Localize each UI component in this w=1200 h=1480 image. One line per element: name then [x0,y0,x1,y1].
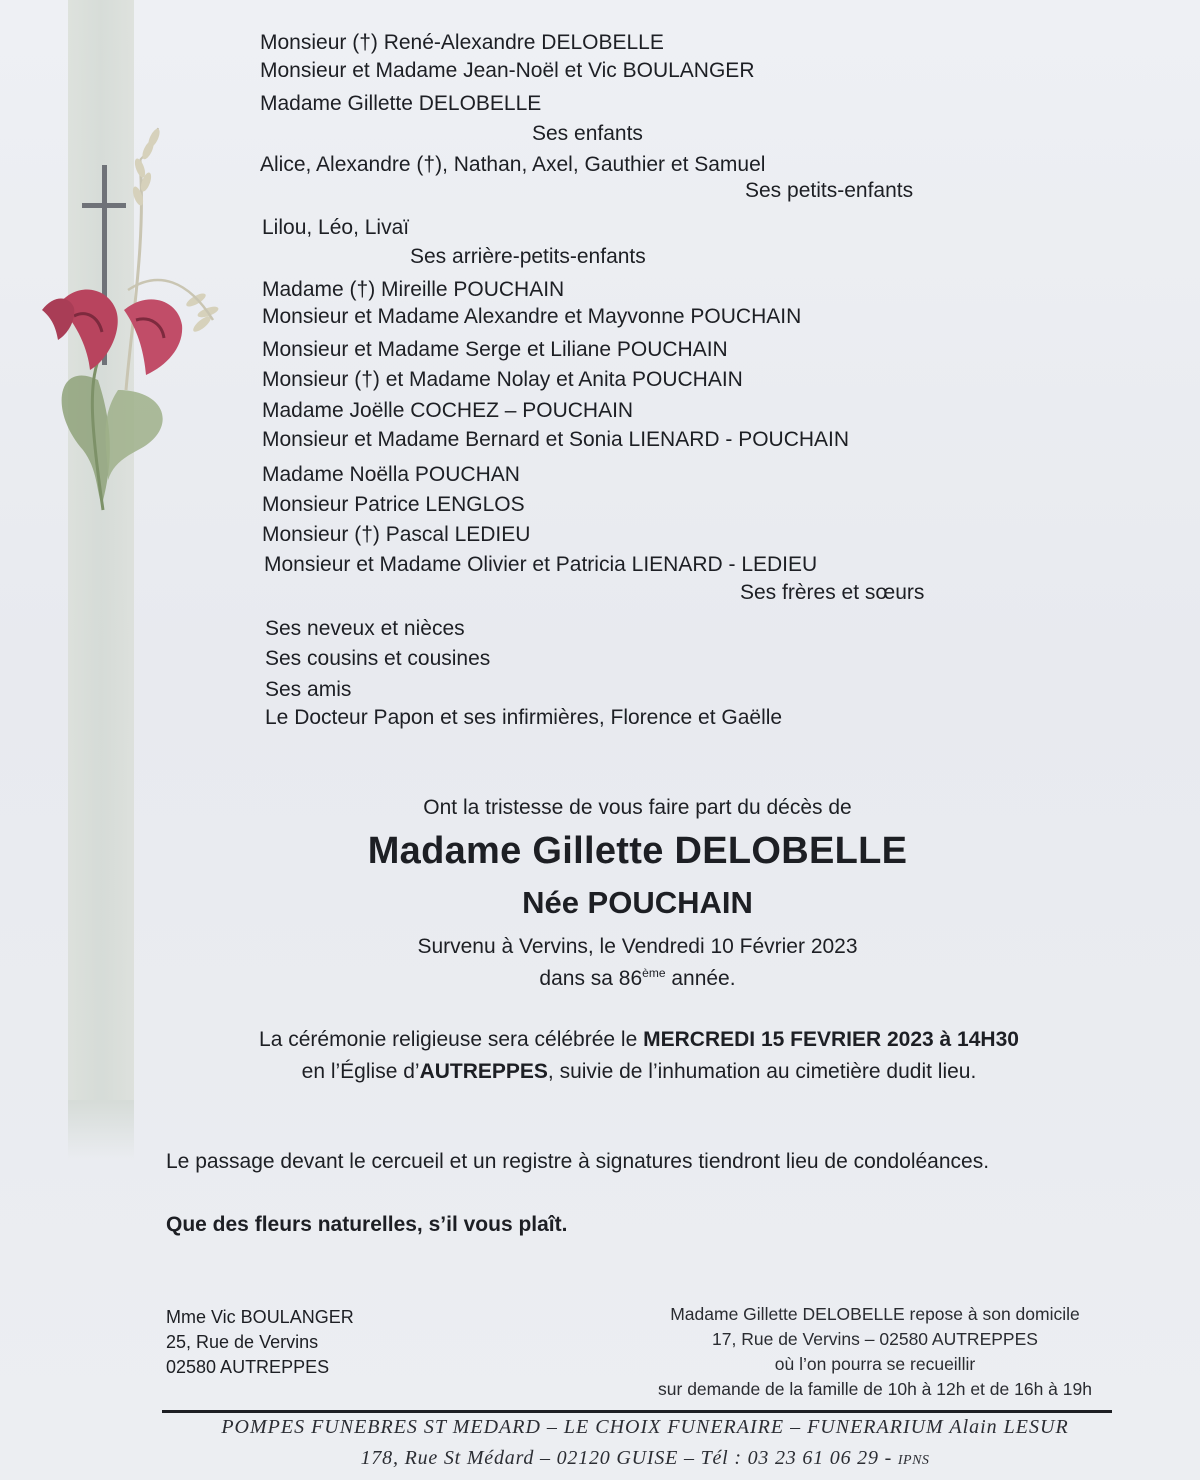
family-line: Monsieur (†) Pascal LEDIEU [262,523,531,546]
family-line: Lilou, Léo, Livaï [262,216,410,239]
decorative-band-fade [68,1100,134,1160]
age-line [0,966,1200,991]
ipns-mark: IPNS [897,1453,930,1468]
family-line: Ses amis [265,678,352,701]
death-place-date: Survenu à Vervins, le Vendredi 10 Février 2023 [417,935,858,958]
family-line: Monsieur (†) René-Alexandre DELOBELLE [260,31,664,54]
family-line: Monsieur et Madame Bernard et Sonia LIENARD - POUCHAIN [262,428,850,451]
family-line: Madame Gillette DELOBELLE [260,92,542,115]
church-line [0,1060,1200,1084]
visitation-line: où l’on pourra se recueillir [774,1354,976,1374]
family-line: Le Docteur Papon et ses infirmières, Florence et Gaëlle [265,706,783,729]
family-line: Monsieur et Madame Serge et Liliane POUCHAIN [262,338,728,361]
funeral-home-address [160,1447,1130,1470]
family-line: Madame (†) Mireille POUCHAIN [262,278,565,301]
age-ordinal: ème [642,966,666,980]
contact-line: Mme Vic BOULANGER [166,1307,354,1327]
flowers-note: Que des fleurs naturelles, s’il vous plaît. [166,1213,568,1236]
funeral-home-address-text: 178, Rue St Médard – 02120 GUISE – Tél : 03 23 61 06 29 - [360,1447,898,1469]
contact-line: 02580 AUTREPPES [166,1357,330,1377]
family-line: Madame Noëlla POUCHAN [262,463,520,486]
visitation-info [640,1302,1110,1402]
relation-label-children: Ses enfants [532,122,643,145]
funeral-home-name: POMPES FUNEBRES ST MEDARD – LE CHOIX FUNERAIRE – FUNERARIUM Alain LESUR [221,1416,1069,1438]
cross-and-lily-illustration [28,120,228,520]
relation-label-grandchildren: Ses petits-enfants [745,179,914,202]
family-line: Ses neveux et nièces [265,617,465,640]
family-line: Monsieur et Madame Olivier et Patricia LIENARD - LEDIEU [264,553,818,576]
family-line: Monsieur Patrice LENGLOS [262,493,525,516]
family-line: Ses cousins et cousines [265,647,491,670]
deceased-name: Madame Gillette DELOBELLE [367,830,908,872]
condolence-note: Le passage devant le cercueil et un registre à signatures tiendront lieu de condoléances. [166,1150,990,1173]
age-suffix: année. [665,967,736,990]
relation-label-great-grandchildren: Ses arrière-petits-enfants [410,245,646,268]
burial-text: , suivie de l’inhumation au cimetière dudit lieu. [547,1060,977,1083]
family-line: Madame Joëlle COCHEZ – POUCHAIN [262,399,634,422]
visitation-line: 17, Rue de Vervins – 02580 AUTREPPES [712,1329,1038,1349]
contact-address [166,1305,354,1380]
ceremony-line [0,1028,1200,1052]
age-prefix: dans sa 86 [539,967,643,990]
announcement-intro: Ont la tristesse de vous faire part du décès de [423,796,852,819]
ceremony-date: MERCREDI 15 FEVRIER 2023 à 14H30 [643,1028,1019,1051]
footer-divider [162,1410,1112,1413]
maiden-name: Née POUCHAIN [522,885,753,920]
family-line: Monsieur et Madame Alexandre et Mayvonne POUCHAIN [262,305,802,328]
church-town: AUTREPPES [419,1060,548,1083]
family-line: Alice, Alexandre (†), Nathan, Axel, Gauthier et Samuel [260,153,766,176]
family-line: Monsieur (†) et Madame Nolay et Anita POUCHAIN [262,368,743,391]
contact-line: 25, Rue de Vervins [166,1332,319,1352]
visitation-line: Madame Gillette DELOBELLE repose à son domicile [670,1304,1080,1324]
family-line: Monsieur et Madame Jean-Noël et Vic BOULANGER [260,59,755,82]
visitation-line: sur demande de la famille de 10h à 12h et de 16h à 19h [658,1379,1092,1399]
ceremony-text: La cérémonie religieuse sera célébrée le [259,1028,644,1051]
church-text: en l’Église d’ [301,1060,420,1083]
relation-label-siblings: Ses frères et sœurs [740,581,925,604]
